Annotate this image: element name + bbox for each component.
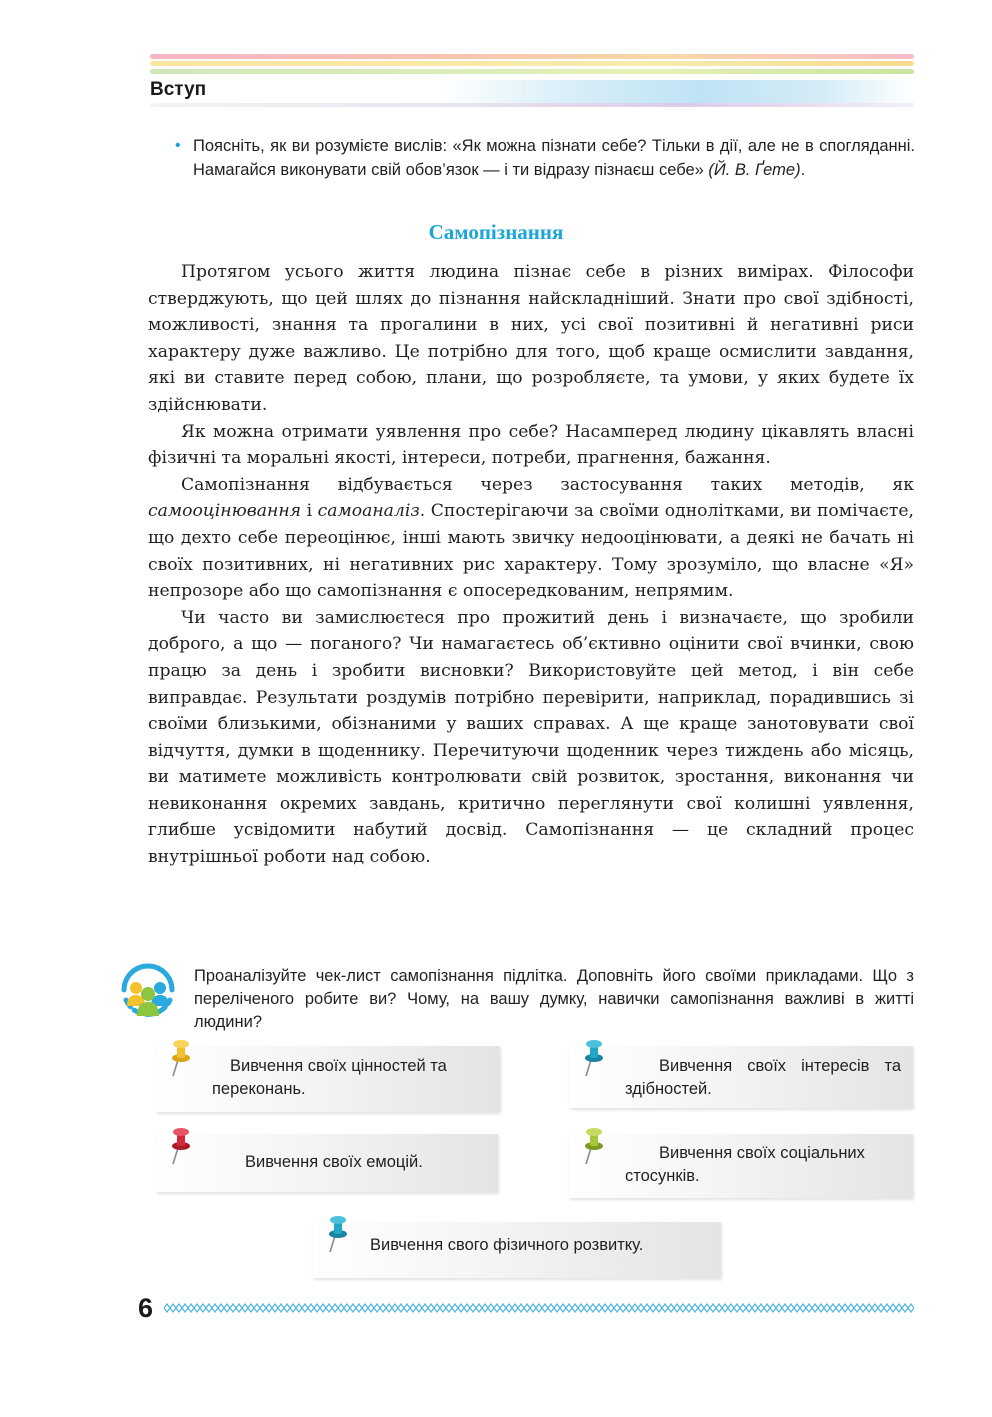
term-self-assessment: самооцінювання [148,501,302,522]
page-number: 6 [138,1293,154,1323]
pushpin-icon [168,1036,194,1080]
footer-ornament [164,1302,914,1314]
group-work-icon [116,960,180,1024]
checklist-card-physical [313,1222,721,1278]
section-underline [150,103,914,107]
subheading: Самопізнання [428,220,564,244]
checklist-text: Вивчення своїх цінностей та переконань. [212,1057,447,1098]
section-title: Вступ [150,79,207,100]
question-text: Поясніть, як ви розумієте вислів: «Як можна пізнати себе? Тільки в дії, але не в спогляданні. Намагайся виконувати свій обов’язок — і ти відразу пізнаєш себе» (Й. В. Ґете). [193,137,915,179]
bullet-icon: • [175,137,181,154]
checklist-text: Вивчення свого фізичного розвитку. [370,1236,644,1254]
paragraph-2: Як можна отримати уявлення про себе? Насамперед людину цікавлять власні фізичні та моральні якості, інтереси, потреби, прагнення, бажання. [148,421,914,469]
pushpin-icon [581,1124,607,1168]
task-text: Проаналізуйте чек-лист самопізнання підлітка. Доповніть його своїми прикладами. Що з переліченого робите ви? Чому, на вашу думку, навички самопізнання важливі в житті людини? [194,967,914,1031]
header-stripes [150,54,914,78]
pushpin-icon [168,1124,194,1168]
quote-author: (Й. В. Ґете) [708,161,801,179]
checklist-text: Вивчення своїх емоцій. [245,1153,423,1171]
checklist-text: Вивчення своїх соціальних стосунків. [625,1144,865,1185]
checklist-card-emotions [156,1134,498,1192]
main-text [148,259,914,871]
question-bullet [175,134,915,182]
pushpin-icon [325,1212,351,1256]
pushpin-icon [581,1036,607,1080]
checklist-card-values [156,1046,500,1112]
checklist-card-interests [569,1046,913,1108]
paragraph-4: Чи часто ви замислюєтеся про прожитий день і визначаєте, що зробили доброго, а що — поганого? Чи намагаєтесь об’єктивно оцінити свої вчинки, свою працю за день і зробити висновки? Використовуйте цей метод, і він себе виправдає. Результати роздумів потрібно перевірити, наприклад, порадившись зі своїми близькими, обізнаними у ваших справах. А ще краще занотовувати свої відчуття, думки в щоденнику. Перечитуючи щоденник через тиждень або місяць, ви матимете можливість контролювати свій розвиток, зростання, виконання чи невиконання окремих завдань, критично переглянути свої колишні уявлення, глибше усвідомити набутий досвід. Самопізнання — це складний процес внутрішньої роботи над собою. [148,607,914,868]
checklist-card-social [569,1134,913,1198]
checklist-text: Вивчення своїх інтересів та здібностей. [625,1057,901,1098]
term-self-analysis: самоаналіз [317,501,420,522]
paragraph-3: Самопізнання відбувається через застосування таких методів, як самооцінювання і самоаналіз. Спостерігаючи за своїми однолітками, ви помічаєте, що дехто себе переоцінює, інші мають звичку недооцінювати, а деякі не бачать ні своїх позитивних, ні негативних рис характеру. Тому зрозуміло, що власне «Я» непрозоре або що самопізнання є опосередкованим, непрямим. [148,474,914,602]
paragraph-1: Протягом усього життя людина пізнає себе в різних вимірах. Філософи стверджують, що цей шлях до пізнання найскладніший. Знати про свої здібності, можливості, знання та прогалини в них, усі свої позитивні й негативні риси характеру дуже важливо. Це потрібно для того, щоб краще осмислити завдання, які ви ставите перед собою, плани, що розробляєте, та умови, у яких будете їх здійснювати. [148,262,914,415]
